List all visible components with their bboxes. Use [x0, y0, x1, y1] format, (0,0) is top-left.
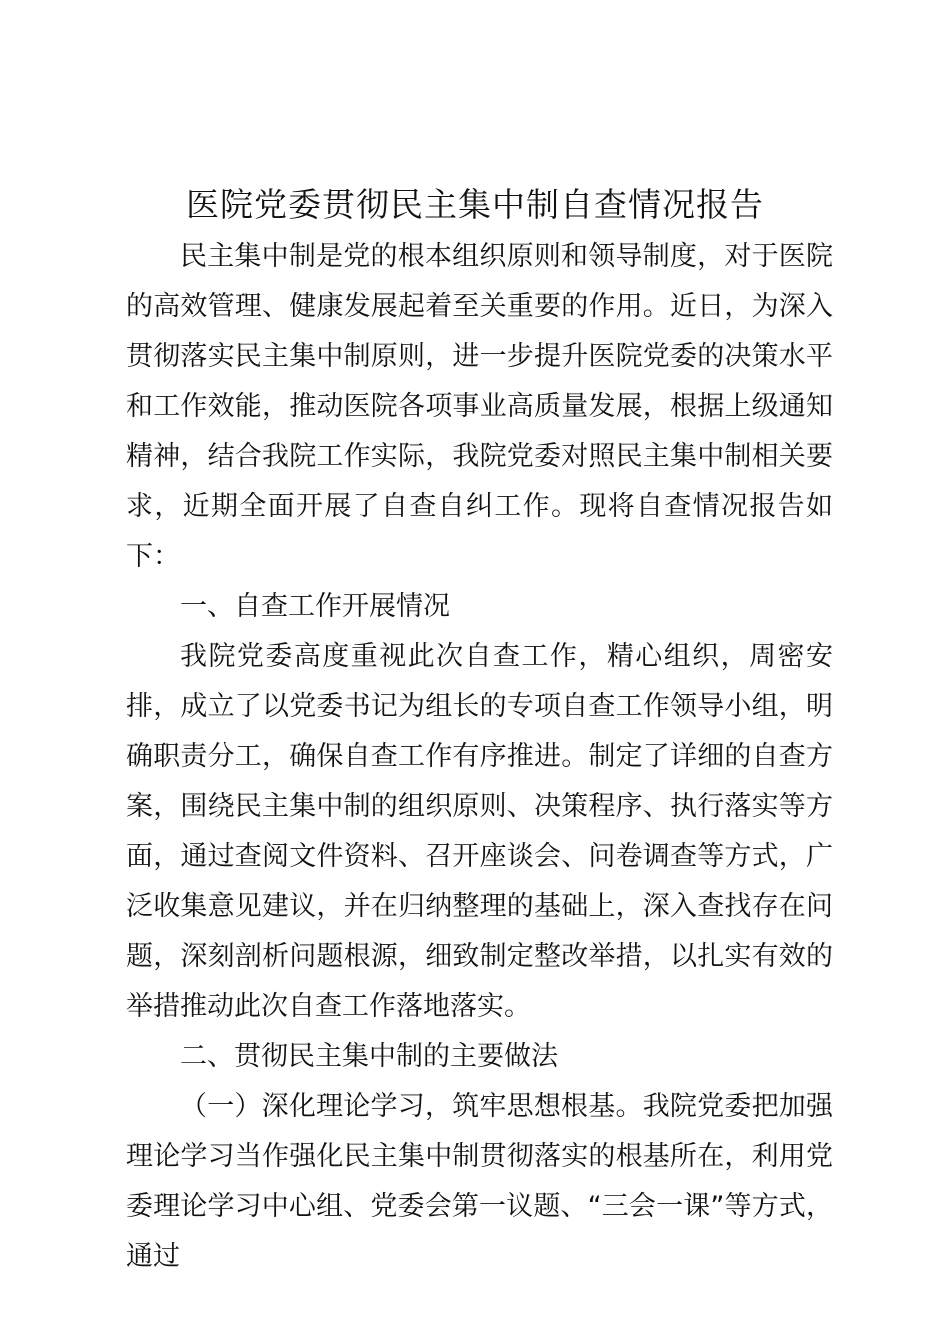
intro-paragraph: 民主集中制是党的根本组织原则和领导制度，对于医院的高效管理、健康发展起着至关重要的作用。近日，为深入贯彻落实民主集中制原则，进一步提升医院党委的决策水平和工作效能，推动医院各项事业高质量发展，根据上级通知精神，结合我院工作实际，我院党委对照民主集中制相关要求，近期全面开展了自查自纠工作。现将自查情况报告如下：	[126, 241, 833, 572]
section-1-paragraph: 我院党委高度重视此次自查工作，精心组织，周密安排，成立了以党委书记为组长的专项自查工作领导小组，明确职责分工，确保自查工作有序推进。制定了详细的自查方案，围绕民主集中制的组织原则、决策程序、执行落实等方面，通过查阅文件资料、召开座谈会、问卷调查等方式，广泛收集意见建议，并在归纳整理的基础上，深入查找存在问题，深刻剖析问题根源，细致制定整改举措，以扎实有效的举措推动此次自查工作落地落实。	[126, 641, 833, 1022]
section-heading-2: 二、贯彻民主集中制的主要做法	[180, 1041, 558, 1072]
document-title: 医院党委贯彻民主集中制自查情况报告	[186, 185, 764, 224]
document-body	[126, 232, 833, 1282]
section-heading-1: 一、自查工作开展情况	[180, 591, 450, 622]
subsection-1-paragraph: （一）深化理论学习，筑牢思想根基。我院党委把加强理论学习当作强化民主集中制贯彻落实的根基所在，利用党委理论学习中心组、党委会第一议题、“三会一课”等方式，通过	[126, 1091, 833, 1272]
